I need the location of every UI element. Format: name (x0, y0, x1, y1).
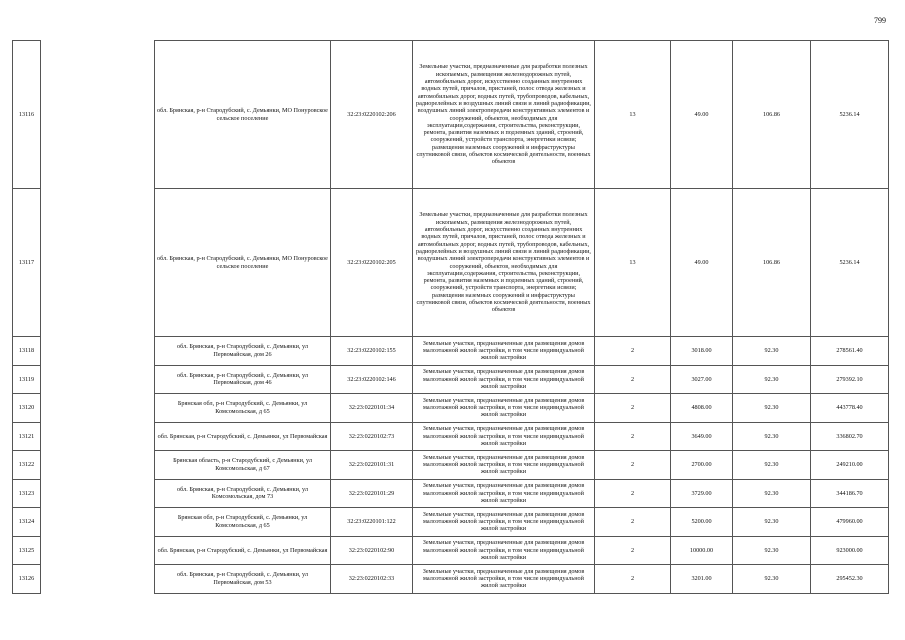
cadastral-value-table (12, 40, 889, 594)
cell-area: 2700.00 (671, 451, 733, 480)
cell-gap (41, 365, 155, 394)
cell-address: обл. Брянская, р-н Стародубский, с. Демьянки, ул Первомайская, дом 53 (155, 565, 331, 594)
cell-land-use-purpose: Земельные участки, предназначенные для размещения домов малоэтажной жилой застройки, в том числе индивидуальной жилой застройки (413, 479, 595, 508)
table-row (13, 189, 889, 337)
cell-row-number: 13124 (13, 508, 41, 537)
cell-land-use-purpose: Земельные участки, предназначенные для размещения домов малоэтажной жилой застройки, в том числе индивидуальной жилой застройки (413, 365, 595, 394)
cell-specific-value: 92.30 (733, 508, 811, 537)
cell-row-number: 13119 (13, 365, 41, 394)
cell-area: 3027.00 (671, 365, 733, 394)
cell-area: 10000.00 (671, 536, 733, 565)
cell-specific-value: 92.30 (733, 422, 811, 451)
cell-specific-value: 92.30 (733, 451, 811, 480)
cell-row-number: 13116 (13, 41, 41, 189)
cell-cadastral-number: 32:23:0220102:206 (331, 41, 413, 189)
cell-land-use-purpose: Земельные участки, предназначенные для разработки полезных ископаемых, размещения железнодорожных путей, автомобильных дорог, искусственно созданных внутренних водных путей, причалов, пристаней, полос отвода железных и автомобильных дорог, водных путей, трубопроводов, кабельных, радиорелейных и воздушных линий связи и линий радиофикации, воздушных линий электропередачи конструктивных элементов и сооружений, объектов, необходимых для эксплуатации,содержания, строительства, реконструкции, ремонта, развития наземных и подземных зданий, строений, сооружений, устройств транспорта, энергетики исвязи; размещения наземных сооружений и инфраструктуры спутниковой связи, объектов космической деятельности, военных объектов (413, 189, 595, 337)
cell-row-number: 13125 (13, 536, 41, 565)
cell-use-group-code: 13 (595, 41, 671, 189)
cell-gap (41, 394, 155, 423)
cell-row-number: 13126 (13, 565, 41, 594)
table-row (13, 41, 889, 189)
cell-gap (41, 565, 155, 594)
cell-specific-value: 106.86 (733, 41, 811, 189)
cell-specific-value: 92.30 (733, 479, 811, 508)
cell-address: обл. Брянская, р-н Стародубский, с. Демьянки, ул Первомайская, дом 46 (155, 365, 331, 394)
cell-specific-value: 106.86 (733, 189, 811, 337)
cell-cadastral-value: 5236.14 (811, 41, 889, 189)
cell-area: 49.00 (671, 41, 733, 189)
cell-land-use-purpose: Земельные участки, предназначенные для разработки полезных ископаемых, размещения железнодорожных путей, автомобильных дорог, искусственно созданных внутренних водных путей, причалов, пристаней, полос отвода железных и автомобильных дорог, водных путей, трубопроводов, кабельных, радиорелейных и воздушных линий связи и линий радиофикации, воздушных линий электропередачи конструктивных элементов и сооружений, объектов, необходимых для эксплуатации,содержания, строительства, реконструкции, ремонта, развития наземных и подземных зданий, строений, сооружений, устройств транспорта, энергетики исвязи; размещения наземных сооружений и инфраструктуры спутниковой связи, объектов космической деятельности, военных объектов (413, 41, 595, 189)
cell-cadastral-number: 32:23:0220102:146 (331, 365, 413, 394)
table-row (13, 479, 889, 508)
cell-use-group-code: 2 (595, 337, 671, 366)
cell-cadastral-number: 32:23:0220102:205 (331, 189, 413, 337)
table-row (13, 337, 889, 366)
cell-gap (41, 508, 155, 537)
cell-use-group-code: 2 (595, 565, 671, 594)
cell-row-number: 13122 (13, 451, 41, 480)
cell-row-number: 13121 (13, 422, 41, 451)
table-row (13, 365, 889, 394)
cell-land-use-purpose: Земельные участки, предназначенные для размещения домов малоэтажной жилой застройки, в том числе индивидуальной жилой застройки (413, 536, 595, 565)
page-number: 799 (874, 16, 886, 25)
cell-specific-value: 92.30 (733, 536, 811, 565)
cell-row-number: 13117 (13, 189, 41, 337)
cell-cadastral-value: 479960.00 (811, 508, 889, 537)
cell-cadastral-value: 249210.00 (811, 451, 889, 480)
cell-area: 3729.00 (671, 479, 733, 508)
cell-address: обл. Брянская, р-н Стародубский, с. Демьянки, МО Понуровское сельское поселение (155, 189, 331, 337)
cell-cadastral-number: 32:23:0220101:29 (331, 479, 413, 508)
cell-cadastral-number: 32:23:0220102:33 (331, 565, 413, 594)
cell-cadastral-number: 32:23:0220101:34 (331, 394, 413, 423)
cell-cadastral-number: 32:23:0220102:155 (331, 337, 413, 366)
cell-land-use-purpose: Земельные участки, предназначенные для размещения домов малоэтажной жилой застройки, в том числе индивидуальной жилой застройки (413, 508, 595, 537)
cell-address: обл. Брянская, р-н Стародубский, с. Демьянки, ул Первомайская (155, 536, 331, 565)
cell-cadastral-value: 443778.40 (811, 394, 889, 423)
table-row (13, 394, 889, 423)
cell-address: Брянская обл, р-н Стародубский, с. Демьянки, ул Комсомольская, д 65 (155, 394, 331, 423)
cell-specific-value: 92.30 (733, 565, 811, 594)
cell-land-use-purpose: Земельные участки, предназначенные для размещения домов малоэтажной жилой застройки, в том числе индивидуальной жилой застройки (413, 451, 595, 480)
cell-cadastral-value: 923000.00 (811, 536, 889, 565)
cell-use-group-code: 13 (595, 189, 671, 337)
cell-area: 4808.00 (671, 394, 733, 423)
cell-gap (41, 41, 155, 189)
table-body (13, 41, 889, 594)
cell-area: 3201.00 (671, 565, 733, 594)
cell-use-group-code: 2 (595, 451, 671, 480)
cell-land-use-purpose: Земельные участки, предназначенные для размещения домов малоэтажной жилой застройки, в том числе индивидуальной жилой застройки (413, 394, 595, 423)
cell-cadastral-value: 5236.14 (811, 189, 889, 337)
cell-use-group-code: 2 (595, 394, 671, 423)
cell-address: обл. Брянская, р-н Стародубский, с. Демьянки, ул Комсомольская, дом 73 (155, 479, 331, 508)
cell-cadastral-value: 344186.70 (811, 479, 889, 508)
table-row (13, 451, 889, 480)
cell-row-number: 13123 (13, 479, 41, 508)
cell-gap (41, 422, 155, 451)
cell-cadastral-value: 279392.10 (811, 365, 889, 394)
cell-area: 3649.00 (671, 422, 733, 451)
cell-use-group-code: 2 (595, 422, 671, 451)
cell-specific-value: 92.30 (733, 394, 811, 423)
cell-specific-value: 92.30 (733, 365, 811, 394)
cell-address: Брянская обл, р-н Стародубский, с. Демьянки, ул Комсомольская, д 65 (155, 508, 331, 537)
cell-area: 3018.00 (671, 337, 733, 366)
cell-address: обл. Брянская, р-н Стародубский, с. Демьянки, МО Понуровское сельское поселение (155, 41, 331, 189)
table-row (13, 536, 889, 565)
cell-cadastral-number: 32:23:0220101:31 (331, 451, 413, 480)
cell-gap (41, 451, 155, 480)
cell-area: 5200.00 (671, 508, 733, 537)
cell-land-use-purpose: Земельные участки, предназначенные для размещения домов малоэтажной жилой застройки, в том числе индивидуальной жилой застройки (413, 565, 595, 594)
cell-gap (41, 479, 155, 508)
cell-specific-value: 92.30 (733, 337, 811, 366)
cell-row-number: 13120 (13, 394, 41, 423)
cell-use-group-code: 2 (595, 508, 671, 537)
cell-cadastral-value: 278561.40 (811, 337, 889, 366)
cell-address: Брянская область, р-н Стародубский, с Демьянки, ул Комсомольская, д 67 (155, 451, 331, 480)
cell-gap (41, 536, 155, 565)
cell-cadastral-number: 32:23:0220102:73 (331, 422, 413, 451)
cell-gap (41, 189, 155, 337)
cell-cadastral-value: 295452.30 (811, 565, 889, 594)
cell-gap (41, 337, 155, 366)
cell-address: обл. Брянская, р-н Стародубский, с. Демьянки, ул Первомайская (155, 422, 331, 451)
cell-land-use-purpose: Земельные участки, предназначенные для размещения домов малоэтажной жилой застройки, в том числе индивидуальной жилой застройки (413, 337, 595, 366)
cell-use-group-code: 2 (595, 536, 671, 565)
table-row (13, 508, 889, 537)
cell-cadastral-value: 336802.70 (811, 422, 889, 451)
cell-row-number: 13118 (13, 337, 41, 366)
table-row (13, 422, 889, 451)
cell-area: 49.00 (671, 189, 733, 337)
cell-use-group-code: 2 (595, 479, 671, 508)
cell-cadastral-number: 32:23:0220102:90 (331, 536, 413, 565)
cell-land-use-purpose: Земельные участки, предназначенные для размещения домов малоэтажной жилой застройки, в том числе индивидуальной жилой застройки (413, 422, 595, 451)
cell-cadastral-number: 32:23:0220101:122 (331, 508, 413, 537)
table-row (13, 565, 889, 594)
cell-use-group-code: 2 (595, 365, 671, 394)
cell-address: обл. Брянская, р-н Стародубский, с. Демьянки, ул Первомайская, дом 26 (155, 337, 331, 366)
